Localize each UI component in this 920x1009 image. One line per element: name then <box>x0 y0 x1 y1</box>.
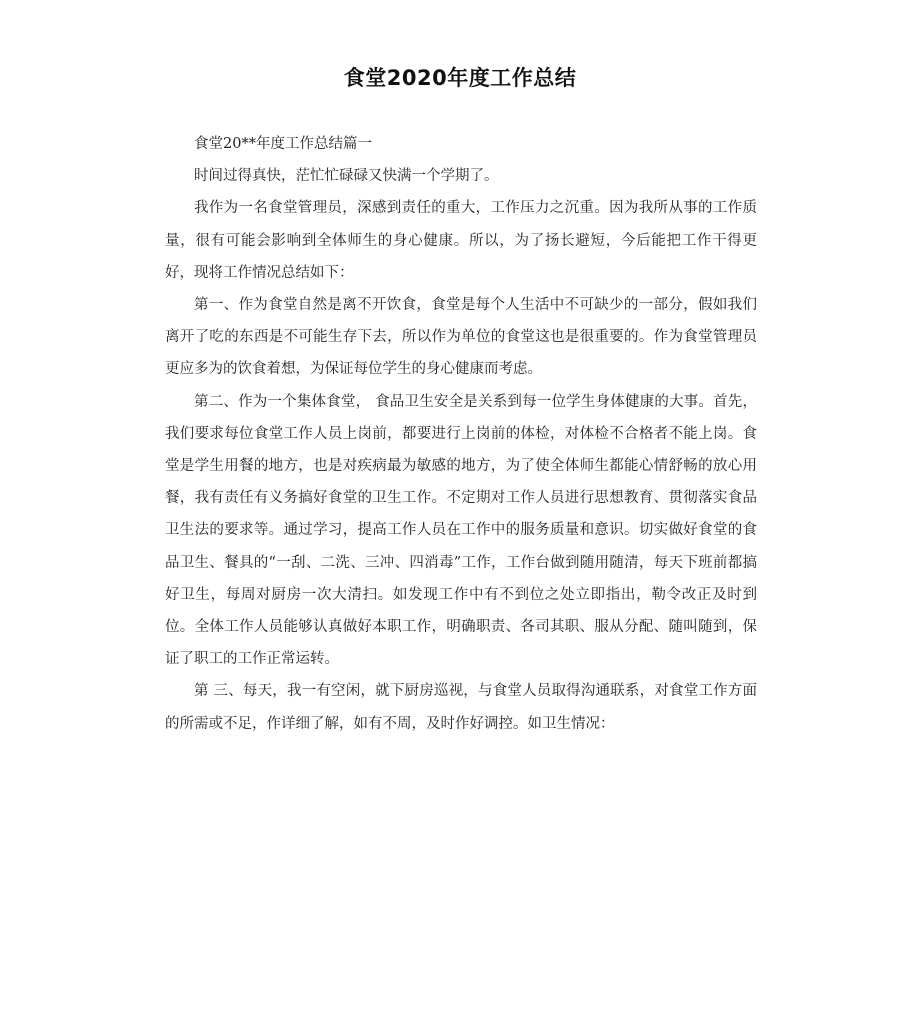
paragraph-heading: 食堂20**年度工作总结篇一 <box>194 136 372 152</box>
paragraph: 时间过得真快，茫忙忙碌碌又快满一个学期了。 <box>194 168 499 185</box>
document-body <box>165 128 757 740</box>
paragraph: 我作为一名食堂管理员，深感到责任的重大，工作压力之沉重。因为我所从事的工作质量，很有可能会影响到全体师生的身心健康。所以，为了扬长避短，今后能把工作干得更好，现将工作情况总结如下： <box>165 200 757 281</box>
paragraph: 第一、作为食堂自然是离不开饮食，食堂是每个人生活中不可缺少的一部分，假如我们离开了吃的东西是不可能生存下去，所以作为单位的食堂这也是很重要的。作为食堂管理员更应多为的饮食着想，为保证每位学生的身心健康而考虑。 <box>165 297 757 378</box>
document-title: 食堂2020年度工作总结 <box>343 66 577 90</box>
paragraph: 第二、作为一个集体食堂， 食品卫生安全是关系到每一位学生身体健康的大事。首先，我们要求每位食堂工作人员上岗前，都要进行上岗前的体检，对体检不合格者不能上岗。食堂是学生用餐的地方，也是对疾病最为敏感的地方，为了使全体师生都能心情舒畅的放心用餐，我有责任有义务搞好食堂的卫生工作。不定期对工作人员进行思想教育、贯彻落实食品卫生法的要求等。通过学习，提高工作人员在工作中的服务质量和意识。切实做好食堂的食品卫生、餐具的“一刮、二洗、三冲、四消毒”工作，工作台做到随用随清，每天下班前都搞好卫生，每周对厨房一次大清扫。如发现工作中有不到位之处立即指出，勒令改正及时到位。全体工作人员能够认真做好本职工作，明确职责、各司其职、服从分配、随叫随到，保证了职工的工作正常运转。 <box>165 393 757 668</box>
paragraph: 第 三、每天，我一有空闲，就下厨房巡视，与食堂人员取得沟通联系，对食堂工作方面的所需或不足，作详细了解，如有不周，及时作好调控。如卫生情况： <box>165 683 757 732</box>
